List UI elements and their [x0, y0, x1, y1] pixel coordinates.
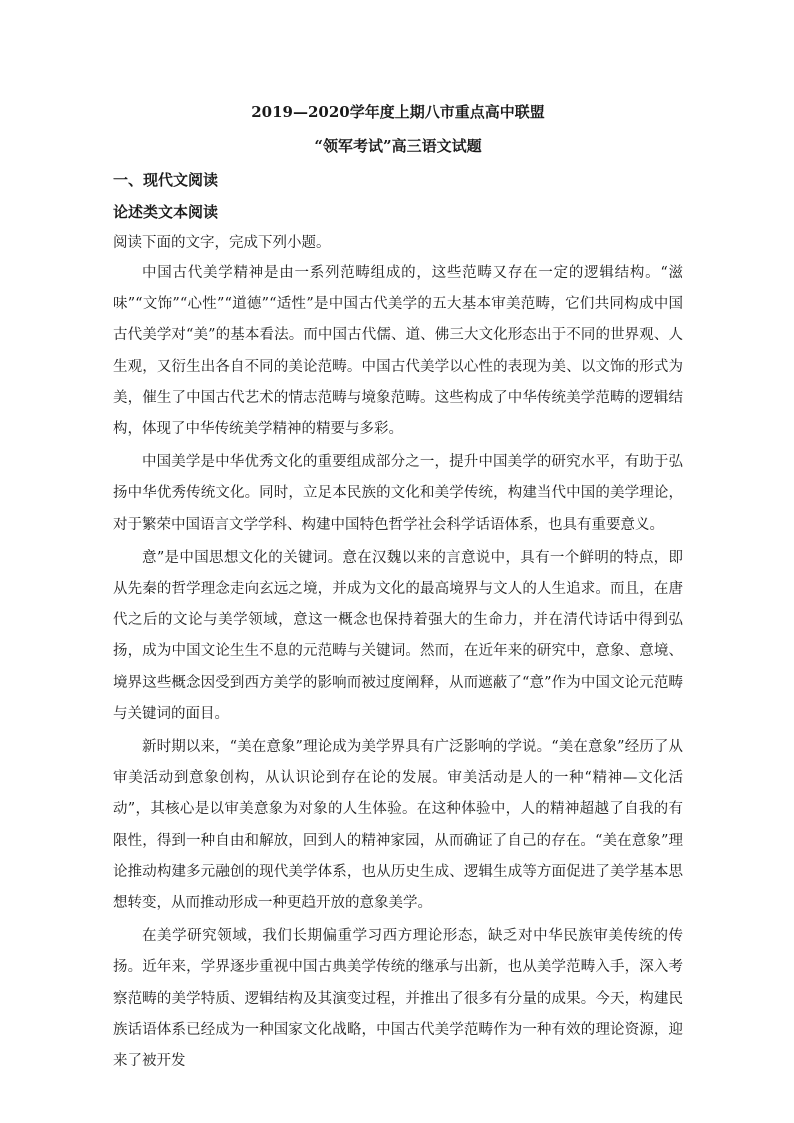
paragraph-4: 新时期以来，“美在意象”理论成为美学界具有广泛影响的学说。“美在意象”经历了从审美活动到意象创构，从认识论到存在论的发展。审美活动是人的一种“精神—文化活动”，其核心是以审美意象为对象的人生体验。在这种体验中，人的精神超越了自我的有限性，得到一种自由和解放，回到人的精神家园，从而确证了自己的存在。“美在意象”理论推动构建多元融创的现代美学体系，也从历史生成、逻辑生成等方面促进了美学基本思想转变，从而推动形成一种更趋开放的意象美学。	[113, 739, 683, 912]
paragraph-1: 中国古代美学精神是由一系列范畴组成的，这些范畴又存在一定的逻辑结构。“滋味”“文饰”“心性”“道德”“适性”是中国古代美学的五大基本审美范畴，它们共同构成中国古代美学对“美”的基本看法。而中国古代儒、道、佛三大文化形态出于不同的世界观、人生观，又衍生出各自不同的美论范畴。中国古代美学以心性的表现为美、以文饰的形式为美，催生了中国古代艺术的情志范畴与境象范畴。这些构成了中华传统美学范畴的逻辑结构，体现了中华传统美学精神的精要与多彩。	[113, 265, 683, 438]
exam-title-line1: 2019—2020学年度上期八市重点高中联盟	[251, 103, 545, 121]
passage-body	[113, 258, 683, 1077]
reading-instruction: 阅读下面的文字，完成下列小题。	[113, 235, 331, 251]
paragraph-3: 意”是中国思想文化的关键词。意在汉魏以来的言意说中，具有一个鲜明的特点，即从先秦的哲学理念走向玄远之境，并成为文化的最高境界与文人的人生追求。而且，在唐代之后的文论与美学领域，意这一概念也保持着强大的生命力，并在清代诗话中得到弘扬，成为中国文论生生不息的元范畴与关键词。然而，在近年来的研究中，意象、意境、境界这些概念因受到西方美学的影响而被过度阐释，从而遮蔽了“意”作为中国文论元范畴与关键词的面目。	[113, 549, 683, 722]
subsection-heading: 论述类文本阅读	[113, 203, 219, 221]
paragraph-2: 中国美学是中华优秀文化的重要组成部分之一，提升中国美学的研究水平，有助于弘扬中华优秀传统文化。同时，立足本民族的文化和美学传统，构建当代中国的美学理论，对于繁荣中国语言文学学科、构建中国特色哲学社会科学话语体系，也具有重要意义。	[113, 454, 683, 533]
document-page	[113, 100, 683, 1077]
exam-title-line2: “领军考试”高三语文试题	[314, 137, 482, 155]
section-heading: 一、现代文阅读	[113, 171, 219, 189]
paragraph-5: 在美学研究领域，我们长期偏重学习西方理论形态，缺乏对中华民族审美传统的传扬。近年来，学界逐步重视中国古典美学传统的继承与出新，也从美学范畴入手，深入考察范畴的美学特质、逻辑结构及其演变过程，并推出了很多有分量的成果。今天，构建民族话语体系已经成为一种国家文化战略，中国古代美学范畴作为一种有效的理论资源，迎来了被开发	[113, 928, 683, 1070]
